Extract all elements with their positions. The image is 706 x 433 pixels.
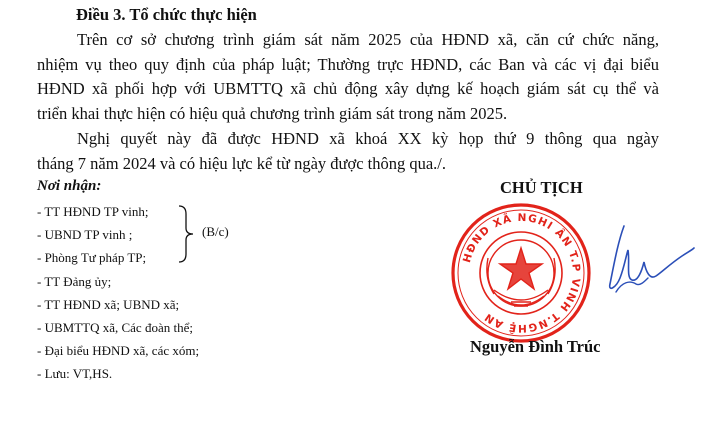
recipient-item: - TT HĐND xã; UBND xã; bbox=[37, 296, 180, 312]
recipient-item: - UBMTTQ xã, Các đoàn thể; bbox=[37, 320, 193, 336]
article-paragraph-2 bbox=[37, 127, 659, 176]
recipient-item: - TT HĐND TP vinh; bbox=[37, 204, 149, 219]
recipient-item: - Phòng Tư pháp TP; bbox=[37, 250, 147, 266]
recipients-title: Nơi nhận: bbox=[37, 178, 102, 194]
recipient-item: - TT Đảng ủy; bbox=[37, 273, 112, 289]
recipient-item: - Lưu: VT,HS. bbox=[37, 366, 113, 382]
right-brace bbox=[176, 204, 196, 264]
paragraph-line: Trên cơ sở chương trình giám sát năm 2025 của HĐND xã, căn cứ chức năng, bbox=[77, 30, 659, 49]
paragraph-line: tháng 7 năm 2024 và có hiệu lực kể từ ngày được thông qua./. bbox=[37, 153, 447, 173]
article-paragraph-1 bbox=[37, 28, 659, 126]
signer-title: CHỦ TỊCH bbox=[500, 178, 583, 197]
official-seal bbox=[446, 198, 596, 348]
recipient-item: - UBND TP vinh ; bbox=[37, 227, 133, 243]
paragraph-line: nhiệm vụ theo quy định của pháp luật; Thường trực HĐND, các Ban và các vị đại biểu bbox=[37, 54, 659, 74]
seal-text: HĐND XÃ NGHI ÂN T.P VINH T.NGHỆ AN bbox=[461, 211, 583, 335]
signer-name: Nguyễn Đình Trúc bbox=[470, 337, 601, 356]
recipient-item: - Đại biểu HĐND xã, các xóm; bbox=[37, 343, 200, 359]
handwritten-signature bbox=[596, 222, 696, 302]
recipients-list bbox=[37, 200, 199, 386]
report-note: (B/c) bbox=[202, 224, 229, 239]
article-heading: Điều 3. Tổ chức thực hiện bbox=[76, 5, 257, 24]
paragraph-line: Nghị quyết này đã được HĐND xã khoá XX kỳ họp thứ 9 thông qua ngày bbox=[77, 129, 659, 148]
paragraph-line: HĐND xã phối hợp với UBMTTQ xã chủ động xây dựng kế hoạch giám sát cụ thể và bbox=[37, 79, 659, 98]
paragraph-line: triển khai thực hiện có hiệu quả chương trình giám sát trong năm 2025. bbox=[37, 103, 508, 123]
